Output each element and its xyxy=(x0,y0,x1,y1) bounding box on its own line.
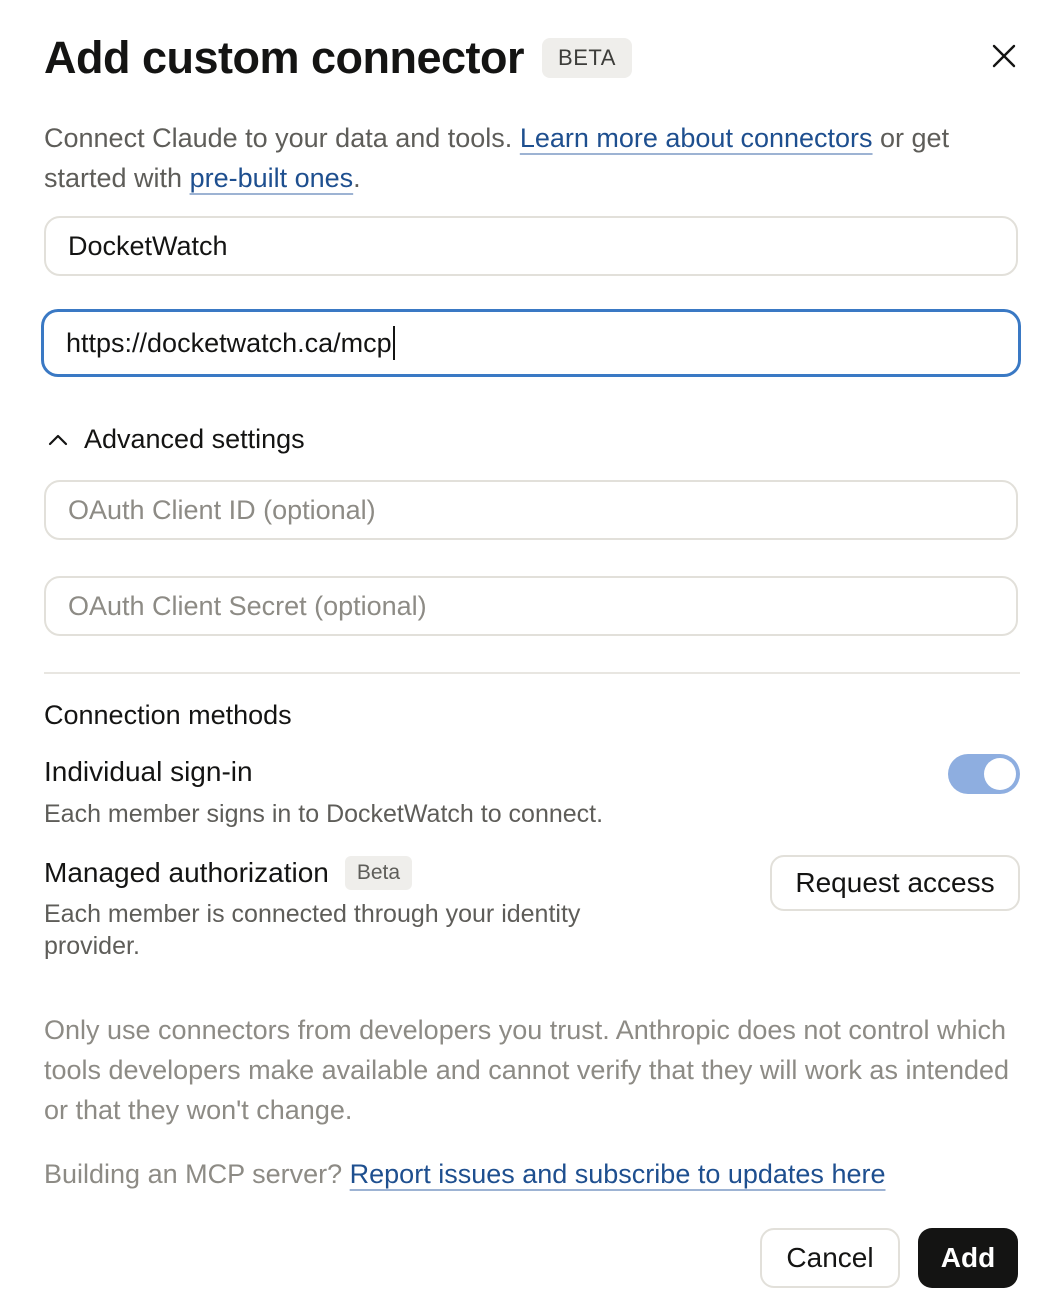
advanced-settings-toggle[interactable] xyxy=(46,424,305,455)
cancel-button[interactable]: Cancel xyxy=(760,1228,900,1288)
advanced-settings-label: Advanced settings xyxy=(84,424,305,454)
chevron-up-icon xyxy=(46,428,70,452)
close-icon xyxy=(991,43,1017,69)
managed-auth-desc-line2: provider. xyxy=(44,932,140,960)
beta-badge: BETA xyxy=(542,38,632,78)
intro-text xyxy=(44,118,1024,198)
learn-more-link[interactable]: Learn more about connectors xyxy=(519,123,873,153)
toggle-knob xyxy=(984,758,1016,790)
connection-methods-title: Connection methods xyxy=(44,700,292,730)
managed-beta-badge: Beta xyxy=(345,856,412,890)
connector-url-value: https://docketwatch.ca/mcp xyxy=(66,327,392,358)
individual-signin-desc: Each member signs in to DocketWatch to connect. xyxy=(44,800,604,828)
individual-signin-label: Individual sign-in xyxy=(44,756,253,787)
add-button[interactable]: Add xyxy=(918,1228,1018,1288)
dialog-title: Add custom connector xyxy=(44,32,525,83)
individual-signin-title xyxy=(44,756,253,788)
report-issues-link[interactable]: Report issues and subscribe to updates here xyxy=(349,1159,886,1189)
oauth-client-id-placeholder: OAuth Client ID (optional) xyxy=(68,494,376,525)
managed-auth-desc xyxy=(44,898,580,962)
intro-text-middle: or get started with xyxy=(44,123,950,193)
text-caret xyxy=(393,326,395,360)
building-mcp-line xyxy=(44,1154,885,1194)
building-text: Building an MCP server? xyxy=(44,1159,350,1189)
close-button[interactable] xyxy=(984,36,1024,76)
managed-auth-label: Managed authorization xyxy=(44,857,329,888)
dialog-header xyxy=(44,30,632,86)
oauth-client-secret-placeholder: OAuth Client Secret (optional) xyxy=(68,590,427,621)
oauth-client-secret-input[interactable] xyxy=(44,576,1018,636)
intro-text-before: Connect Claude to your data and tools. xyxy=(44,123,520,153)
managed-auth-title xyxy=(44,856,412,890)
intro-text-after: . xyxy=(353,163,361,193)
trust-disclaimer: Only use connectors from developers you trust. Anthropic does not control which tools developers make available and cannot verify that they will work as intended or that they won't change. xyxy=(44,1015,1010,1125)
request-access-button[interactable]: Request access xyxy=(770,855,1020,911)
oauth-client-id-input[interactable] xyxy=(44,480,1018,540)
connector-name-value: DocketWatch xyxy=(68,230,228,261)
section-divider xyxy=(44,672,1020,674)
managed-auth-desc-line1: Each member is connected through your identity xyxy=(44,900,581,928)
individual-signin-toggle[interactable] xyxy=(948,754,1020,794)
connector-url-input[interactable] xyxy=(42,310,1020,376)
prebuilt-link[interactable]: pre-built ones xyxy=(189,163,354,193)
connector-name-input[interactable] xyxy=(44,216,1018,276)
